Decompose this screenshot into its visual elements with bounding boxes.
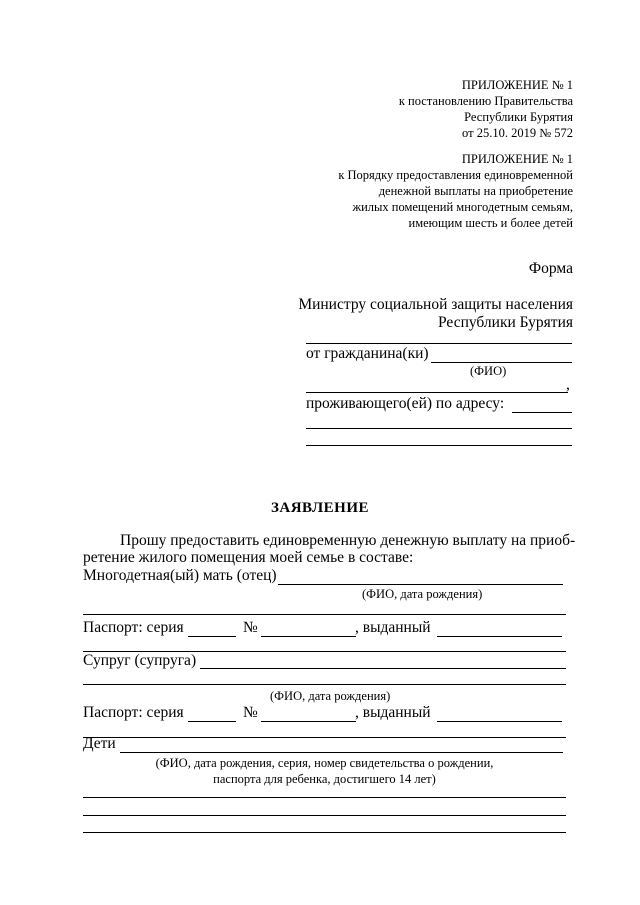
address-label: проживающего(ей) по адресу: <box>306 395 505 412</box>
appendix2-line1: ПРИЛОЖЕНИЕ № 1 <box>461 152 573 166</box>
fio-field-line[interactable] <box>306 392 568 393</box>
passport1-number-sign: № <box>243 619 258 636</box>
spouse-caption: (ФИО, дата рождения) <box>270 689 391 703</box>
mother-field[interactable] <box>278 584 563 585</box>
passport1-issued-label: , выданный <box>355 619 431 636</box>
passport2-extra-line[interactable] <box>83 737 566 738</box>
passport2-number-field[interactable] <box>261 721 356 722</box>
mother-label: Многодетная(ый) мать (отец) <box>83 567 277 584</box>
appendix2-line4: жилых помещений многодетным семьям, <box>352 200 573 214</box>
address-field-1[interactable] <box>512 412 572 413</box>
appendix1-line2: к постановлению Правительства <box>398 94 573 108</box>
body-line2: ретение жилого помещения моей семье в составе: <box>83 549 414 566</box>
fio-caption: (ФИО) <box>470 364 507 378</box>
appendix2-line2: к Порядку предоставления единовременной <box>338 168 573 182</box>
spouse-label: Супруг (супруга) <box>83 652 197 669</box>
passport2-series-label: Паспорт: серия <box>83 704 184 721</box>
form-label: Форма <box>528 260 573 277</box>
fio-comma: , <box>566 376 570 393</box>
appendix2-line5: имеющим шесть и более детей <box>408 216 573 230</box>
addressee-line1: Министру социальной защиты населения <box>298 296 573 313</box>
appendix1-line1: ПРИЛОЖЕНИЕ № 1 <box>461 78 573 92</box>
children-line-1[interactable] <box>83 797 566 798</box>
appendix1-line3: Республики Бурятия <box>464 110 573 124</box>
addressee-line2: Республики Бурятия <box>438 314 573 331</box>
mother-caption: (ФИО, дата рождения) <box>362 587 483 601</box>
children-caption-line1: (ФИО, дата рождения, серия, номер свидетельства о рождении, <box>155 756 494 770</box>
appendix1-line4: от 25.10. 2019 № 572 <box>462 126 573 140</box>
address-field-2[interactable] <box>306 428 572 429</box>
document-title: ЗАЯВЛЕНИЕ <box>270 500 370 516</box>
addressee-blank-line[interactable] <box>306 343 572 344</box>
spouse-field[interactable] <box>200 668 566 669</box>
passport2-number-sign: № <box>243 704 258 721</box>
children-line-3[interactable] <box>83 832 566 833</box>
passport1-issued-field[interactable] <box>437 636 562 637</box>
children-caption-line2: паспорта для ребенка, достигшего 14 лет) <box>213 772 436 786</box>
children-line-2[interactable] <box>83 815 566 816</box>
from-citizen-field[interactable] <box>431 362 572 363</box>
from-citizen-label: от гражданина(ки) <box>306 345 429 362</box>
children-field[interactable] <box>120 752 563 753</box>
passport2-issued-label: , выданный <box>355 704 431 721</box>
spouse-extra-line[interactable] <box>83 684 566 685</box>
passport1-number-field[interactable] <box>261 636 356 637</box>
children-label: Дети <box>83 735 116 752</box>
appendix2-line3: денежной выплаты на приобретение <box>378 184 573 198</box>
mother-extra-line[interactable] <box>83 614 566 615</box>
address-field-3[interactable] <box>306 445 572 446</box>
passport2-issued-field[interactable] <box>437 721 562 722</box>
passport2-series-field[interactable] <box>188 721 236 722</box>
passport1-series-field[interactable] <box>188 636 236 637</box>
passport1-series-label: Паспорт: серия <box>83 619 184 636</box>
body-line1: Прошу предоставить единовременную денежную выплату на приоб- <box>120 532 576 549</box>
